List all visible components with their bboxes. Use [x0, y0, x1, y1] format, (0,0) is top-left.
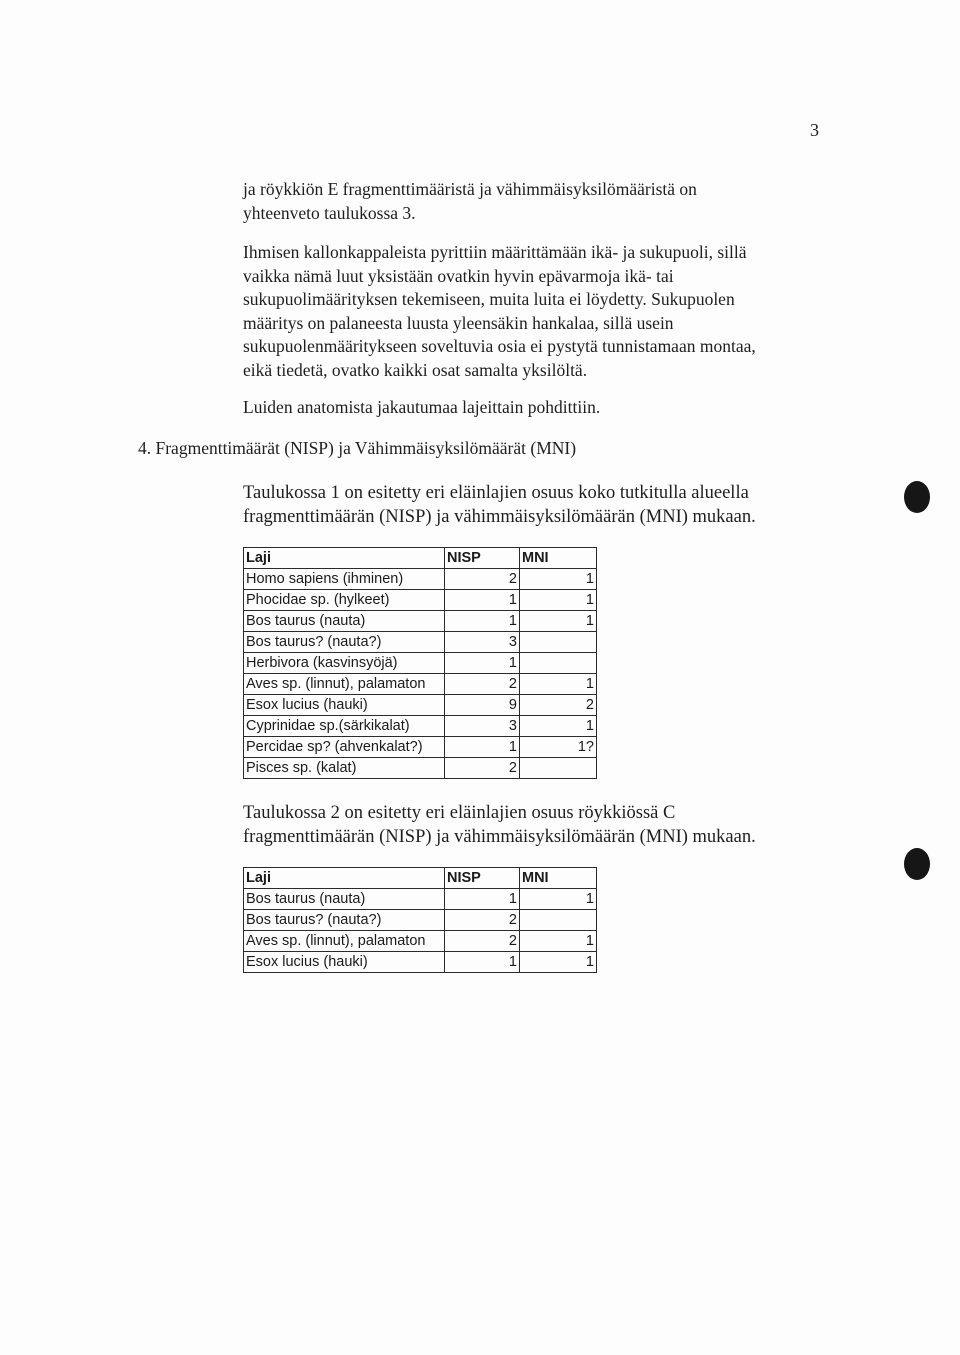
table-cell: Aves sp. (linnut), palamaton: [244, 931, 445, 952]
text-line: yhteenveto taulukossa 3.: [243, 202, 416, 223]
page-number: 3: [810, 120, 819, 140]
table-cell: 2: [445, 910, 520, 931]
table-row: [244, 611, 597, 632]
table-cell: 9: [445, 695, 520, 716]
table-cell: Percidae sp? (ahvenkalat?): [244, 737, 445, 758]
table-2: [243, 867, 597, 973]
table-header-cell: MNI: [520, 548, 597, 569]
table-cell: Bos taurus (nauta): [244, 611, 445, 632]
table-row: [244, 889, 597, 910]
table-row: [244, 674, 597, 695]
table-row: [244, 716, 597, 737]
table-cell: 1: [445, 952, 520, 973]
table-cell: [520, 758, 597, 779]
table-cell: 2: [520, 695, 597, 716]
table-cell: 1?: [520, 737, 597, 758]
table-header-cell: NISP: [445, 548, 520, 569]
paragraph-table2-intro: [243, 801, 823, 849]
text-line: Taulukossa 2 on esitetty eri eläinlajien osuus röykkiössä C: [243, 803, 676, 823]
table-cell: 3: [445, 632, 520, 653]
table-cell: Herbivora (kasvinsyöjä): [244, 653, 445, 674]
paragraph-anatomy: [243, 396, 823, 420]
text-line: Ihmisen kallonkappaleista pyrittiin määrittämään ikä- ja sukupuoli, sillä: [243, 242, 747, 262]
table-row: [244, 758, 597, 779]
text-line: eikä tiedetä, ovatko kaikki osat samalta yksilöltä.: [243, 359, 588, 380]
table-cell: 2: [445, 569, 520, 590]
text-line: fragmenttimäärän (NISP) ja vähimmäisyksilömäärän (MNI) mukaan.: [243, 507, 756, 527]
table-cell: Homo sapiens (ihminen): [244, 569, 445, 590]
table-row: [244, 569, 597, 590]
table-cell: Bos taurus? (nauta?): [244, 632, 445, 653]
table-header-cell: Laji: [244, 868, 445, 889]
table-cell: Cyprinidae sp.(särkikalat): [244, 716, 445, 737]
text-line: Luiden anatomista jakautumaa lajeittain pohdittiin.: [243, 397, 601, 417]
table-cell: 2: [445, 674, 520, 695]
text-line: sukupuolimäärityksen tekemiseen, muita luita ei löydetty. Sukupuolen: [243, 289, 735, 309]
table-cell: [520, 653, 597, 674]
paragraph-summary: [243, 178, 823, 225]
table-2-body: [244, 868, 597, 973]
table-row: [244, 737, 597, 758]
text-line: ja röykkiön E fragmenttimääristä ja vähimmäisyksilömääristä on: [243, 179, 697, 199]
table-row: [244, 695, 597, 716]
table-cell: 1: [520, 590, 597, 611]
table-cell: 1: [520, 952, 597, 973]
table-cell: Pisces sp. (kalat): [244, 758, 445, 779]
table-cell: 2: [445, 931, 520, 952]
table-cell: 1: [445, 611, 520, 632]
table-cell: [520, 632, 597, 653]
section-heading: 4. Fragmenttimäärät (NISP) ja Vähimmäisyksilömäärät (MNI): [138, 438, 577, 458]
table-1-body: [244, 548, 597, 779]
punch-hole: [904, 481, 930, 513]
table-row: [244, 952, 597, 973]
table-cell: 1: [445, 737, 520, 758]
table-1: [243, 547, 597, 779]
table-cell: 1: [520, 569, 597, 590]
text-line: Taulukossa 1 on esitetty eri eläinlajien osuus koko tutkitulla alueella: [243, 483, 749, 503]
table-cell: 3: [445, 716, 520, 737]
table-cell: 1: [445, 889, 520, 910]
table-cell: 1: [520, 889, 597, 910]
table-row: [244, 653, 597, 674]
table-row: [244, 590, 597, 611]
table-cell: 1: [445, 590, 520, 611]
table-header-row: [244, 868, 597, 889]
table-cell: 1: [520, 931, 597, 952]
table-cell: Bos taurus (nauta): [244, 889, 445, 910]
table-cell: Aves sp. (linnut), palamaton: [244, 674, 445, 695]
table-cell: 1: [445, 653, 520, 674]
text-line: fragmenttimäärän (NISP) ja vähimmäisyksilömäärän (MNI) mukaan.: [243, 827, 756, 847]
punch-hole: [904, 848, 930, 880]
table-cell: 1: [520, 674, 597, 695]
paragraph-skull-analysis: [243, 241, 823, 382]
text-line: vaikka nämä luut yksistään ovatkin hyvin epävarmoja ikä- tai: [243, 265, 674, 286]
table-cell: Phocidae sp. (hylkeet): [244, 590, 445, 611]
table-row: [244, 931, 597, 952]
table-header-cell: Laji: [244, 548, 445, 569]
table-row: [244, 632, 597, 653]
table-cell: 1: [520, 611, 597, 632]
table-row: [244, 910, 597, 931]
table-cell: Bos taurus? (nauta?): [244, 910, 445, 931]
table-header-cell: MNI: [520, 868, 597, 889]
text-line: määritys on palaneesta luusta yleensäkin hankalaa, sillä usein: [243, 312, 674, 333]
table-header-row: [244, 548, 597, 569]
paragraph-table1-intro: [243, 481, 823, 529]
table-cell: 1: [520, 716, 597, 737]
table-cell: Esox lucius (hauki): [244, 952, 445, 973]
text-line: sukupuolenmääritykseen soveltuvia osia ei pystytä tunnistamaan montaa,: [243, 336, 756, 356]
table-cell: Esox lucius (hauki): [244, 695, 445, 716]
table-cell: 2: [445, 758, 520, 779]
table-cell: [520, 910, 597, 931]
table-header-cell: NISP: [445, 868, 520, 889]
